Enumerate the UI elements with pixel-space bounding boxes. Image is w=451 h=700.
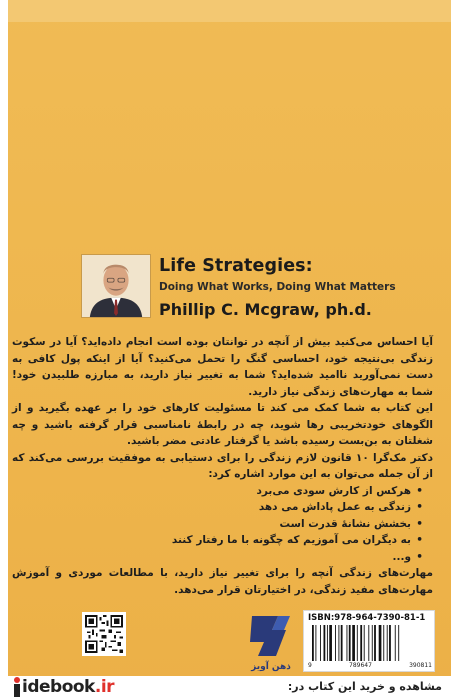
book-title: Life Strategies: [159, 256, 313, 276]
qr-code-icon [85, 615, 123, 653]
description-paragraph-2: این کتاب به شما کمک می کند تا مسئولیت کارهای خود را بر عهده بگیرید و از الگوهای خودتخریبی رها شوید، چه در رابطهٔ نامناسبی قرار گرفته باشید و چه شغلتان به بن‌بست رسیده باشد یا گرفتار عادتی مضر باشید. [12, 402, 433, 447]
description-paragraph-1: آیا احساس می‌کنید بیش از آنچه در توانتان بوده است انجام داده‌اید؟ آیا در سکوت زندگی بی‌نتیجه خود، احساسی گنگ را تحمل می‌کنید؟ آیا از اینکه پول کافی به دست نمی‌آورید ناامید شده‌اید؟ شما به تغییر نیاز دارید، به مبارزه طلبیدن خود! شما به مهارت‌های زندگی نیاز دارید. [12, 336, 433, 398]
qr-code[interactable] [82, 612, 126, 656]
site-name: idebook.ir [22, 677, 115, 697]
back-cover-description [12, 334, 433, 598]
isbn-label: ISBN:978-964-7390-81-1 [308, 613, 426, 623]
law-item: • زندگی به عمل پاداش می دهد [12, 499, 423, 516]
author-portrait-icon [82, 255, 150, 317]
law-item: • به دیگران می آموزیم که چگونه با ما رفتار کنند [12, 532, 423, 549]
law-item: • هرکس از کارش سودی می‌برد [12, 483, 423, 500]
description-paragraph-4: مهارت‌های زندگی آنچه را برای تغییر نیاز دارید، با مطالعات موردی و آموزش مهارت‌های مفید زندگی، در اختیارتان قرار می‌دهد. [12, 567, 433, 596]
publisher-logo [238, 610, 302, 662]
isbn-barcode [303, 610, 435, 672]
description-paragraph-3: دکتر مک‌گرا ۱۰ قانون لازم زندگی را برای دستیابی به موفقیت بررسی می‌کند که از آن جمله می‌توان به این موارد اشاره کرد: [12, 451, 433, 480]
publisher-name: ذهن آویز [251, 662, 291, 672]
cover-top-band [8, 0, 451, 22]
logo-i-icon [12, 677, 22, 697]
barcode-digits-mid: 789647 [349, 662, 372, 669]
barcode-digit-left: 9 [308, 662, 312, 669]
publisher-mark-icon [238, 610, 302, 662]
laws-list [12, 483, 433, 566]
law-item: • و... [12, 549, 423, 566]
book-subtitle: Doing What Works, Doing What Matters [159, 281, 396, 293]
barcode-digits [308, 662, 432, 669]
barcode-icon [310, 625, 432, 661]
author-photo [81, 254, 151, 318]
book-author: Phillip C. Mcgraw, ph.d. [159, 300, 372, 319]
barcode-digits-right: 390811 [409, 662, 432, 669]
footer-cta: مشاهده و خرید این کتاب در: [287, 680, 442, 693]
site-logo-link[interactable] [12, 674, 114, 700]
law-item: • بخشش نشانهٔ قدرت است [12, 516, 423, 533]
